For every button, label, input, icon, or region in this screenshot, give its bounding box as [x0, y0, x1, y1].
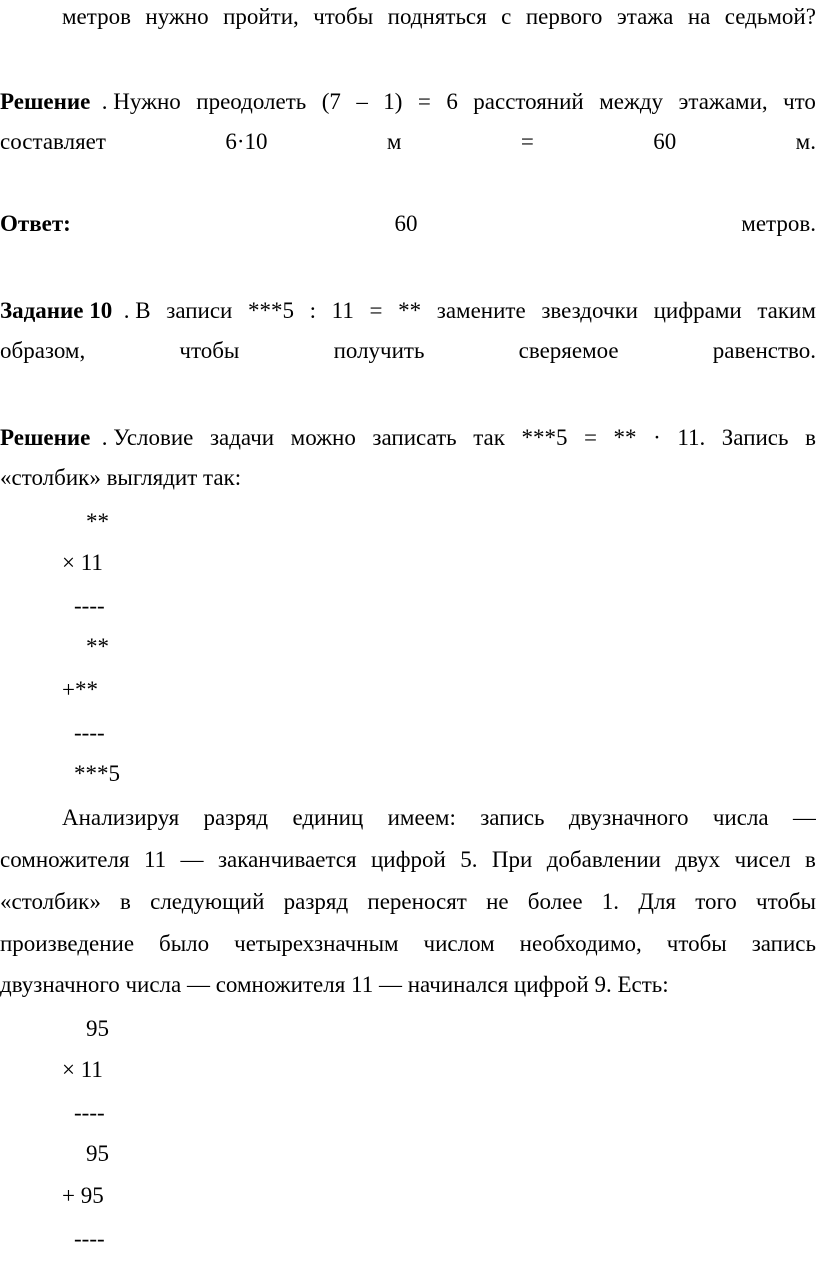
word: 11. — [677, 425, 706, 450]
word: ** — [613, 425, 637, 450]
word: числом — [423, 931, 495, 956]
word: образом, — [0, 338, 86, 363]
word: записать — [372, 425, 457, 450]
word: ** — [398, 298, 422, 323]
solution-1-line-1 — [0, 85, 816, 119]
word: на — [687, 4, 711, 29]
word: сомножителя — [0, 847, 130, 872]
word: необходимо, — [519, 931, 642, 956]
answer-label: Ответ: — [0, 211, 71, 236]
word: с — [501, 4, 512, 29]
word: единиц — [292, 805, 364, 830]
word: седьмой? — [724, 4, 816, 29]
word: можно — [290, 425, 356, 450]
word: метров — [62, 4, 131, 29]
word: чтобы — [666, 931, 727, 956]
paragraph-line-4 — [0, 927, 816, 961]
column-2-separator-2: ---- — [74, 1226, 105, 1251]
word: получить — [333, 338, 425, 363]
word: чтобы — [179, 338, 240, 363]
word: замените — [436, 298, 526, 323]
word: переносят — [367, 889, 467, 914]
paragraph-line-1 — [62, 801, 816, 835]
word: 1. — [601, 889, 620, 914]
solution-2-line-1 — [0, 421, 816, 455]
solution-label: Решение — [0, 425, 91, 450]
word: между — [599, 89, 664, 114]
word: разряд — [203, 805, 269, 830]
word: . Условие — [101, 425, 194, 450]
paragraph-line-3 — [0, 885, 816, 919]
word: 11 — [331, 298, 354, 323]
word: нужно — [145, 4, 209, 29]
word: цифрами — [653, 298, 742, 323]
word: имеем: — [387, 805, 456, 830]
word: 60 — [653, 129, 677, 154]
word: чисел — [734, 847, 791, 872]
word: = — [520, 129, 534, 154]
word: · — [653, 425, 661, 450]
word: «столбик» — [0, 889, 101, 914]
word: сверяемое — [518, 338, 619, 363]
word: цифрой — [370, 847, 446, 872]
word: запись — [480, 805, 545, 830]
word: (7 — [321, 89, 341, 114]
word: этажами, — [678, 89, 768, 114]
column-1-separator-2: ---- — [74, 720, 105, 745]
word: записи — [166, 298, 233, 323]
word: запись — [751, 931, 816, 956]
word: Анализируя — [62, 805, 180, 830]
word: первого — [525, 4, 603, 29]
word: звездочки — [541, 298, 638, 323]
column-1-result: ***5 — [74, 761, 120, 786]
word: = — [417, 89, 431, 114]
text-line-1 — [62, 0, 816, 34]
word: Для — [638, 889, 676, 914]
word: в — [120, 889, 131, 914]
column-2-multiplicand: 95 — [86, 1016, 109, 1041]
word: чтобы — [313, 4, 374, 29]
word: двух — [675, 847, 721, 872]
word: 5. — [460, 847, 478, 872]
word: четырехзначным — [234, 931, 399, 956]
column-2-multiplier: × 11 — [62, 1057, 103, 1082]
word: м — [386, 129, 402, 154]
word: произведение — [0, 931, 135, 956]
word: более — [527, 889, 583, 914]
column-1-multiplier: × 11 — [62, 550, 103, 575]
word: = — [369, 298, 383, 323]
word: подняться — [387, 4, 487, 29]
word: — — [792, 805, 816, 830]
word: было — [159, 931, 210, 956]
word: Запись — [721, 425, 789, 450]
paragraph-line-2 — [0, 843, 816, 877]
column-1-separator: ---- — [74, 593, 105, 618]
column-2-partial-1: 95 — [86, 1141, 109, 1166]
word: преодолеть — [196, 89, 307, 114]
word: разряд — [283, 889, 349, 914]
word: числа — [712, 805, 769, 830]
word: 6·10 — [225, 129, 268, 154]
word: — — [180, 847, 204, 872]
word: ***5 — [248, 298, 294, 323]
word: = — [584, 425, 597, 450]
word: этажа — [616, 4, 674, 29]
word: расстояний — [473, 89, 584, 114]
word: При — [491, 847, 533, 872]
answer-unit: метров. — [741, 211, 816, 236]
word: ***5 — [521, 425, 568, 450]
solution-2-line-2: «столбик» выглядит так: — [0, 465, 242, 490]
word: 11 — [143, 847, 167, 872]
word: не — [486, 889, 509, 914]
word: чтобы — [756, 889, 816, 914]
word: пройти, — [223, 4, 299, 29]
word: того — [695, 889, 737, 914]
word: – — [356, 89, 368, 114]
word: : — [309, 298, 317, 323]
word: в — [805, 425, 816, 450]
word: равенство. — [712, 338, 816, 363]
task-10-line-1 — [0, 294, 816, 328]
solution-label: Решение — [0, 89, 91, 114]
word: . Нужно — [101, 89, 181, 114]
column-2-partial-2: + 95 — [62, 1183, 104, 1208]
answer-line — [0, 207, 816, 241]
word: следующий — [150, 889, 265, 914]
word: задачи — [209, 425, 275, 450]
column-2-separator: ---- — [74, 1100, 105, 1125]
word: . В — [123, 298, 151, 323]
answer-value: 60 — [394, 211, 418, 236]
column-1-partial-2: +** — [62, 677, 98, 702]
word: так — [473, 425, 505, 450]
word: двузначного — [568, 805, 689, 830]
word: заканчивается — [217, 847, 357, 872]
paragraph-line-5: двузначного числа — сомножителя 11 — начинался цифрой 9. Есть: — [0, 972, 669, 997]
task-label: Задание 10 — [0, 298, 113, 323]
word: таким — [757, 298, 816, 323]
task-10-line-2 — [0, 334, 816, 368]
word: 6 — [446, 89, 458, 114]
word: м. — [795, 129, 816, 154]
word: что — [783, 89, 816, 114]
solution-1-line-2 — [0, 125, 816, 159]
word: в — [805, 847, 816, 872]
word: добавлении — [546, 847, 661, 872]
word: 1) — [383, 89, 403, 114]
column-1-multiplicand: ** — [86, 509, 109, 534]
column-1-partial-1: ** — [86, 634, 109, 659]
word: составляет — [0, 129, 106, 154]
